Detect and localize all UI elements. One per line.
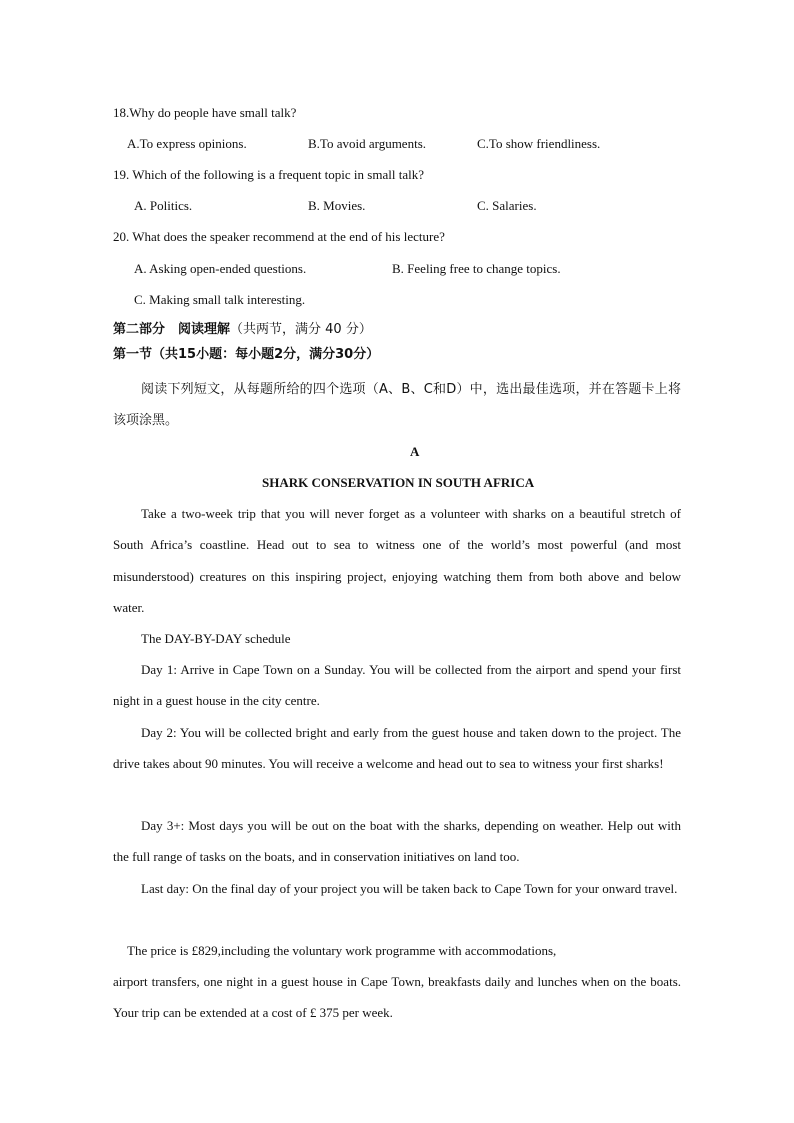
schedule-day-3: Day 3+: Most days you will be out on the boat with the sharks, depending on weather. Help out with the full range of tasks on the boats, and in conservation initiatives on land too. (113, 818, 681, 865)
schedule-last-day: Last day: On the final day of your project you will be taken back to Cape Town for your onward travel. (141, 881, 678, 896)
schedule-day-2: Day 2: You will be collected bright and early from the guest house and taken down to the project. The drive takes about 90 minutes. You will receive a welcome and head out to sea to witness your first sharks! (113, 725, 681, 772)
section1-heading: 第一节（共15小题：每小题2分，满分30分） (113, 347, 380, 362)
instructions: 阅读下列短文，从每题所给的四个选项（A、B、C和D）中，选出最佳选项，并在答题卡上将该项涂黑。 (113, 382, 681, 429)
passage-title: SHARK CONSERVATION IN SOUTH AFRICA (262, 475, 535, 490)
question-19-stem: 19. Which of the following is a frequent topic in small talk? (113, 167, 424, 182)
question-19-option-a: A. Politics. (134, 198, 193, 213)
part2-heading-title: 第二部分 阅读理解 (113, 322, 231, 337)
question-20-option-c: C. Making small talk interesting. (134, 292, 306, 307)
question-19-option-c: C. Salaries. (477, 198, 537, 213)
question-18-option-c: C.To show friendliness. (477, 136, 601, 151)
question-20-stem: 20. What does the speaker recommend at the end of his lecture? (113, 229, 445, 244)
price-line-1: The price is £829,including the voluntary work programme with accommodations, (127, 943, 557, 958)
question-18-stem: 18.Why do people have small talk? (113, 105, 297, 120)
part2-heading (113, 322, 372, 338)
question-18-option-a: A.To express opinions. (127, 136, 247, 151)
schedule-day-1: Day 1: Arrive in Cape Town on a Sunday. You will be collected from the airport and spend your first night in a guest house in the city centre. (113, 662, 681, 709)
price-line-2: airport transfers, one night in a guest house in Cape Town, breakfasts daily and lunches when on the boats. Your trip can be extended at a cost of £ 375 per week. (113, 974, 681, 1021)
passage-intro: Take a two-week trip that you will never forget as a volunteer with sharks on a beautiful stretch of South Africa’s coastline. Head out to sea to witness one of the world’s most powerful (and most misunderstood) creatures on this inspiring project, enjoying watching them from both above and below water. (113, 506, 681, 615)
part2-heading-note: （共两节，满分 40 分） (230, 322, 372, 337)
question-18-option-b: B.To avoid arguments. (308, 136, 427, 151)
question-20-option-a: A. Asking open-ended questions. (134, 261, 307, 276)
schedule-heading: The DAY-BY-DAY schedule (141, 631, 291, 646)
question-19-option-b: B. Movies. (308, 198, 366, 213)
question-20-option-b: B. Feeling free to change topics. (392, 261, 561, 276)
passage-letter: A (410, 444, 420, 459)
